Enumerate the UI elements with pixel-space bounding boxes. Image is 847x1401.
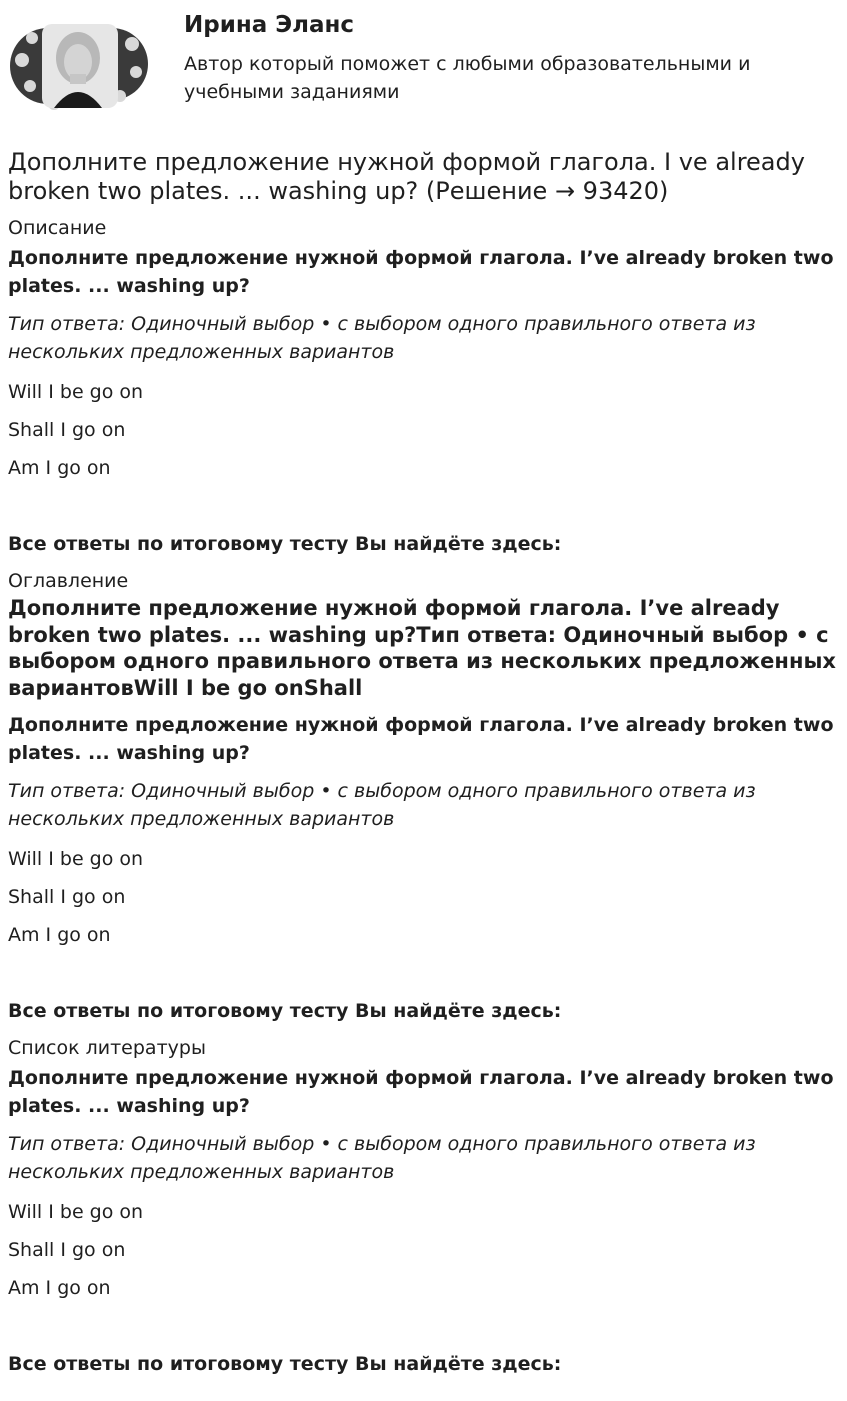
question-text: Дополните предложение нужной формой глагола. I’ve already broken two plates. ... washing up? [8,714,834,764]
option-item: Shall I go on [8,1239,126,1261]
answer-type: Тип ответа: Одиночный выбор • с выбором одного правильного ответа из нескольких предложенных вариантов [8,313,756,363]
option-item: Shall I go on [8,419,126,441]
author-name[interactable]: Ирина Эланс [184,12,355,38]
answer-type: Тип ответа: Одиночный выбор • с выбором одного правильного ответа из нескольких предложенных вариантов [8,1133,756,1183]
avatar-image [8,6,150,126]
section-contents [8,569,838,1023]
answer-type: Тип ответа: Одиночный выбор • с выбором одного правильного ответа из нескольких предложенных вариантов [8,780,756,830]
option-item: Will I be go on [8,381,144,403]
section-label: Оглавление [8,570,129,592]
section-references [8,1036,838,1376]
option-item: Am I go on [8,1277,111,1299]
option-item: Shall I go on [8,886,126,908]
section-label: Список литературы [8,1037,206,1059]
option-item: Will I be go on [8,1201,144,1223]
all-answers-note: Все ответы по итоговому тесту Вы найдёте здесь: [8,1353,562,1375]
option-item: Will I be go on [8,848,144,870]
author-avatar[interactable] [8,6,150,126]
question-text: Дополните предложение нужной формой глагола. I’ve already broken two plates. ... washing up? [8,247,834,297]
option-item: Am I go on [8,457,111,479]
section-label: Описание [8,217,107,239]
contents-heading[interactable]: Дополните предложение нужной формой глагола. I’ve already broken two plates. ... washing up?Тип ответа: Одиночный выбор • с выбором одного правильного ответа из нескольких предложенных вариантовWill I be go onShall [8,596,836,700]
section-description [8,216,838,556]
all-answers-note: Все ответы по итоговому тесту Вы найдёте здесь: [8,533,562,555]
page [8,0,838,1376]
question-text: Дополните предложение нужной формой глагола. I’ve already broken two plates. ... washing up? [8,1067,834,1117]
author-block [8,0,838,130]
author-description: Автор который поможет с любыми образовательными и учебными заданиями [184,53,751,103]
page-title: Дополните предложение нужной формой глагола. I ve already broken two plates. ... washing up? (Решение → 93420) [8,148,805,205]
all-answers-note: Все ответы по итоговому тесту Вы найдёте здесь: [8,1000,562,1022]
option-item: Am I go on [8,924,111,946]
